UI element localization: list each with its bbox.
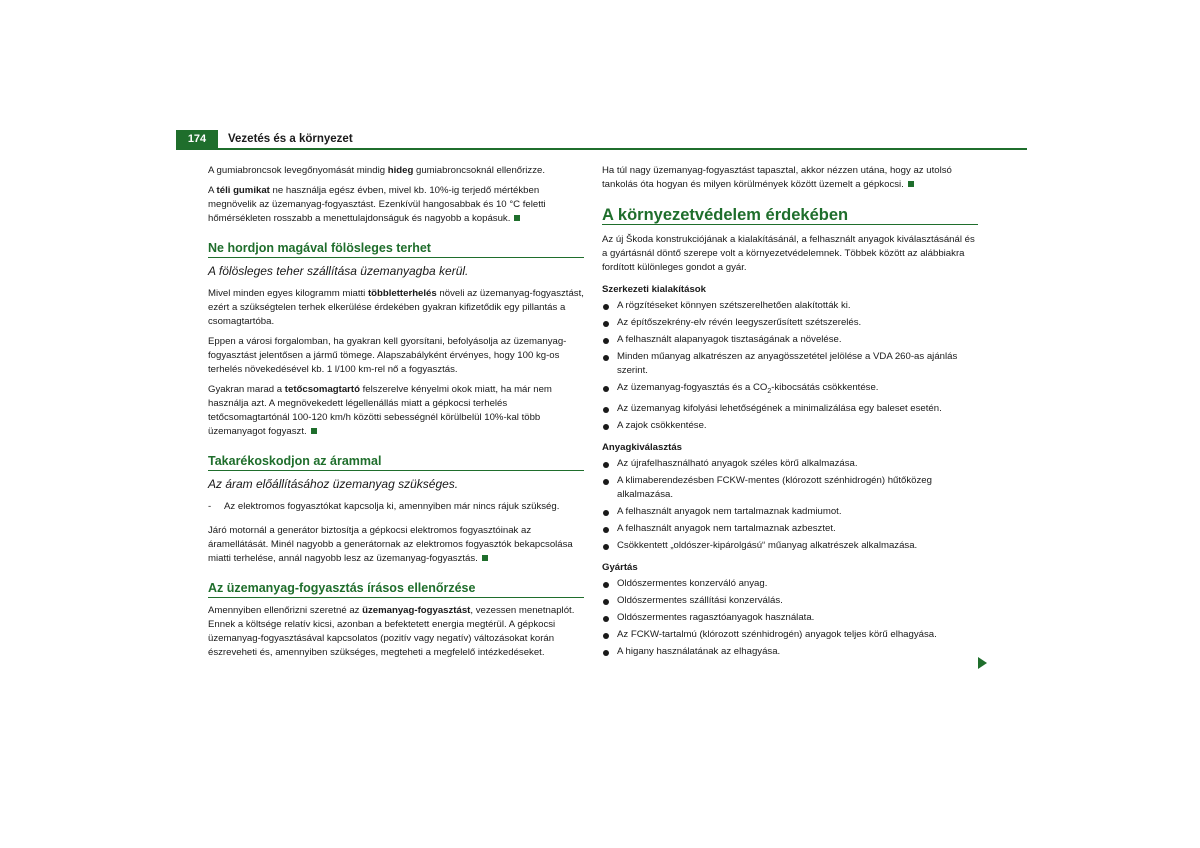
city-traffic-paragraph: Eppen a városi forgalomban, ha gyakran kell gyorsítani, befolyásolja az üzemanyag-fogyasztást jelentősen a jármű tömege. Alapszabályként érvényes, hogy 100 kg-os terhelés növekedésével kb. 1 l/100 km-rel nő a fogyasztás. [208,336,567,375]
header-rule [176,148,1027,150]
bullet-icon [603,616,609,622]
section-heading-environment: A környezetvédelem érdekében [602,208,978,225]
section-end-marker [514,215,520,221]
bullet-icon [603,462,609,468]
list-item: Az újrafelhasználható anyagok széles körű alkalmazása. [602,457,978,471]
high-consumption-paragraph: Ha túl nagy üzemanyag-fogyasztást tapasztal, akkor nézzen utána, hogy az utolsó tankolás óta hogyan és milyen körülmények között üzemelt a gépkocsi. [602,165,952,190]
bullet-icon [603,599,609,605]
section-end-marker [482,555,488,561]
list-item: Oldószermentes ragasztóanyagok használata. [602,611,978,625]
bullet-icon [603,633,609,639]
section-end-marker [908,181,914,187]
tire-pressure-paragraph: A gumiabroncsok levegőnyomását mindig hideg gumiabroncsoknál ellenőrizze. [208,165,546,176]
subheading-materials: Anyagkiválasztás [602,441,682,453]
list-item: Oldószermentes konzerváló anyag. [602,577,978,591]
extra-load-paragraph: Mivel minden egyes kilogramm miatti többletterhelés növeli az üzemanyag-fogyasztást, ezért a szükségtelen terhek elkerülése érdekében gyakran kifizetődik egy pillantás a csomagtartóba. [208,288,584,327]
list-item: Minden műanyag alkatrészen az anyagösszetétel jelölése a VDA 260-as ajánlás szerint. [602,350,978,378]
list-item: A klimaberendezésben FCKW-mentes (klórozott szénhidrogén) hűtőközeg alkalmazása. [602,474,978,502]
continue-arrow-icon [978,657,987,669]
section-lead: Az áram előállításához üzemanyag szükséges. [208,477,459,491]
bullet-icon [603,650,609,656]
section-heading-unnecessary-load: Ne hordjon magával fölösleges terhet [208,241,584,258]
section-end-marker [311,428,317,434]
page-number: 174 [187,133,207,145]
bullet-icon [603,338,609,344]
bullet-icon [603,386,609,392]
bullet-icon [603,582,609,588]
bullet-icon [603,321,609,327]
section-lead: A fölösleges teher szállítása üzemanyagba kerül. [208,264,469,278]
list-item: Csökkentett „oldószer-kipárolgású“ műanyag alkatrészek alkalmazása. [602,539,978,553]
section-heading-fuel-log: Az üzemanyag-fogyasztás írásos ellenőrzése [208,581,584,598]
section-heading-save-electricity: Takarékoskodjon az árammal [208,454,584,471]
list-item: Az építőszekrény-elv révén leegyszerűsített szétszerelés. [602,316,978,330]
list-item: Az FCKW-tartalmú (klórozott szénhidrogén) anyagok teljes körű elhagyása. [602,628,978,642]
winter-tires-paragraph: A téli gumikat ne használja egész évben, mivel kb. 10%-ig terjedő mértékben megnövelik az üzemanyag-fogyasztást. Ezenkívül hangosabbak és 10 °C feletti hőmérsékleten rosszabb a menettulajdonságuk és nagyobb a kopásuk. [208,185,546,224]
list-item: A rögzítéseket könnyen szétszerelhetően alakították ki. [602,299,978,313]
list-item: A felhasznált anyagok nem tartalmaznak kadmiumot. [602,505,978,519]
bullet-icon [603,407,609,413]
bullet-icon [603,355,609,361]
bullet-icon [603,544,609,550]
list-item: Oldószermentes szállítási konzerválás. [602,594,978,608]
roof-rack-paragraph: Gyakran marad a tetőcsomagtartó felszerelve kényelmi okok miatt, ha már nem használja azt. A megnövekedett légellenállás miatt a gépkocsi terhelés tetőcsomagtartónál 100-120 km/h közötti sebességnél körülbelül 10%-kal több üzemanyagot fogyaszt. [208,384,552,437]
bullet-icon [603,510,609,516]
environment-intro: Az új Škoda konstrukciójának a kialakításánál, a felhasznált anyagok kiválasztásánál és a gyártásnál döntő szerepe volt a környezetvédelemnek. Többek között az alábbiakra fordított különleges gondot a gyár. [602,234,975,273]
bullet-icon [603,304,609,310]
subheading-production: Gyártás [602,561,638,573]
bullet-icon [603,424,609,430]
list-item: Az üzemanyag-fogyasztás és a $CO_2$-kibocsátás csökkentése. [602,381,978,399]
list-item: A felhasznált anyagok nem tartalmaznak azbesztet. [602,522,978,536]
bullet-icon [603,479,609,485]
list-item: A zajok csökkentése. [602,419,978,433]
generator-paragraph: Járó motornál a generátor biztosítja a gépkocsi elektromos fogyasztóinak az áramellátását. Minél nagyobb a generátornak az elektromos fogyasztók bekapcsolása miatti terhelése, annál nagyobb lesz az üzemanyag-fogyasztás. [208,525,573,564]
left-column [208,164,584,666]
chapter-title: Vezetés és a környezet [228,133,353,145]
list-item: A felhasznált alapanyagok tisztaságának a növelése. [602,333,978,347]
right-column [602,164,978,662]
list-item: A higany használatának az elhagyása. [602,645,978,659]
fuel-log-paragraph: Amennyiben ellenőrizni szeretné az üzemanyag-fogyasztást, vezessen menetnaplót. Ennek a költsége relatív kicsi, azonban a befektetett energia megtérül. A gépkocsi üzemanyag-fogyasztásával kapcsolatos (pozitív vagy negatív) változásokat korán észreveheti és, amennyiben szükséges, megteheti a megfelelő intézkedéseket. [208,605,575,658]
list-item: Az üzemanyag kifolyási lehetőségének a minimalizálása egy baleset esetén. [602,402,978,416]
bullet-icon [603,527,609,533]
subheading-design: Szerkezeti kialakítások [602,284,706,295]
instruction-item: - Az elektromos fogyasztókat kapcsolja ki, amennyiben már nincs rájuk szükség. [208,501,560,512]
